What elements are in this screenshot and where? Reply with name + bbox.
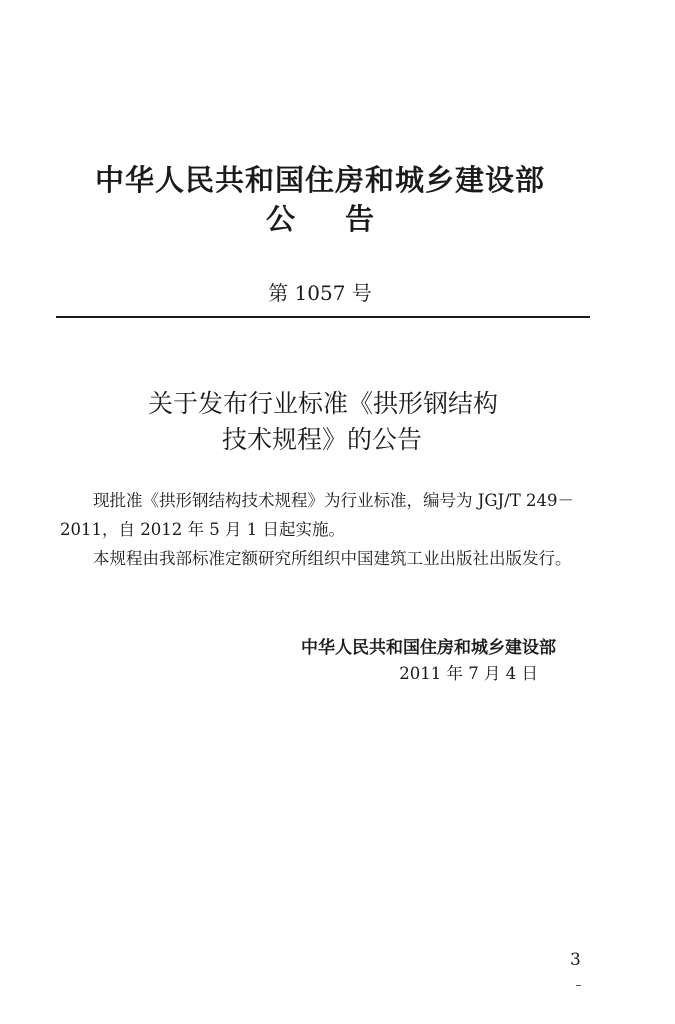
header-divider	[56, 316, 590, 318]
notice-title: 公告	[265, 202, 424, 236]
issue-date: 2011 年 7 月 4 日	[399, 664, 538, 683]
subject-title-line2: 技术规程》的公告	[222, 425, 423, 454]
body-paragraph-approval: 现批准《拱形钢结构技术规程》为行业标准，编号为 JGJ/T 249－2011，自 2012 年 5 月 1 日起实施。	[60, 491, 574, 539]
page-number: 3	[570, 950, 581, 970]
page-mark-decoration	[576, 985, 581, 986]
subject-title-line1: 关于发布行业标准《拱形钢结构	[148, 389, 499, 418]
ministry-heading: 中华人民共和国住房和城乡建设部	[94, 163, 545, 197]
issue-number: 第 1057 号	[268, 281, 372, 305]
issuer-signature: 中华人民共和国住房和城乡建设部	[301, 638, 556, 658]
body-paragraph-publication: 本规程由我部标准定额研究所组织中国建筑工业出版社出版发行。	[93, 549, 572, 568]
notice-body	[60, 486, 600, 573]
